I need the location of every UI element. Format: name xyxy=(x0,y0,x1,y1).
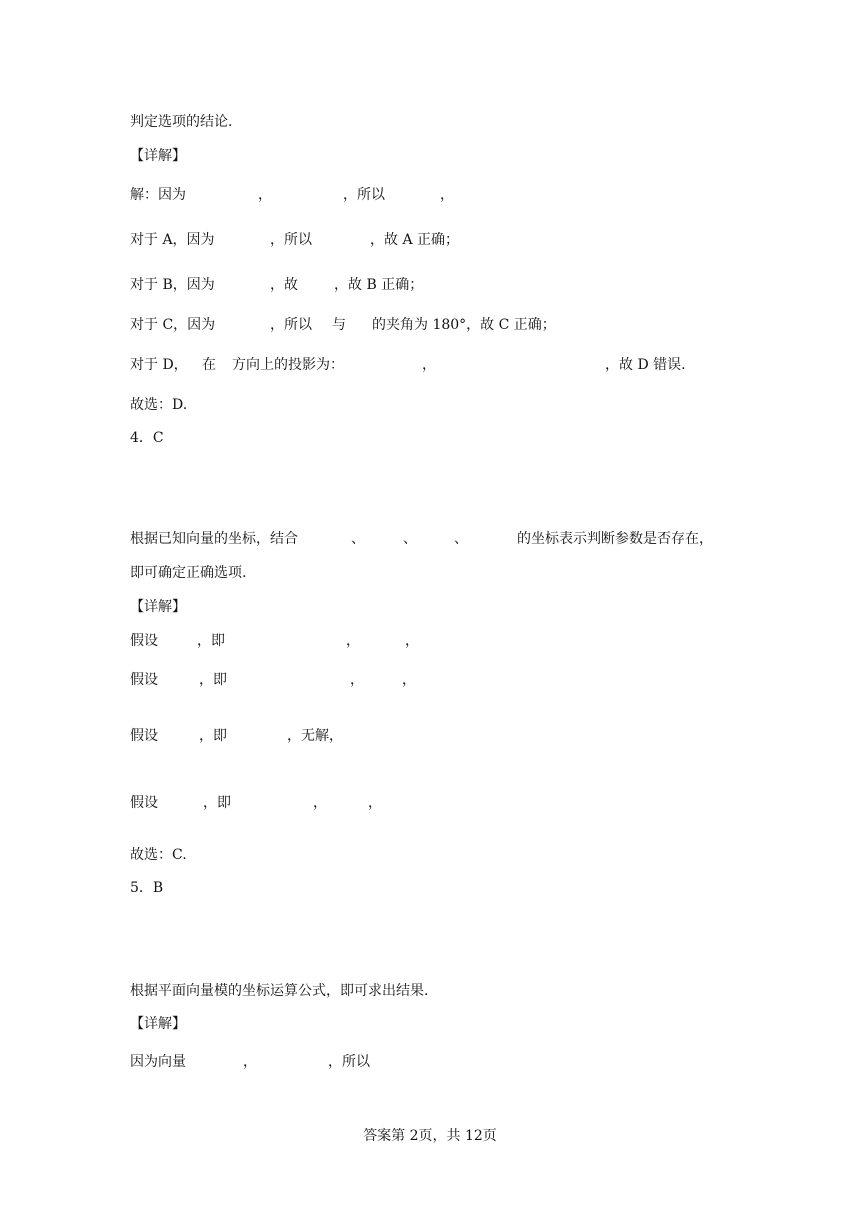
text-segment: 假设 xyxy=(130,672,158,688)
text-segment: 对于 B，因为 xyxy=(130,277,215,293)
text-segment: ， xyxy=(405,633,419,649)
text-segment: 、 xyxy=(351,531,365,547)
q3-conclusion: 故选：D. xyxy=(130,397,188,413)
text-segment: ，故 xyxy=(270,277,298,293)
text-segment: 假设 xyxy=(130,795,158,811)
text-segment: ， xyxy=(350,672,364,688)
text-segment: 与 xyxy=(332,317,346,333)
text-segment: ， xyxy=(402,672,416,688)
text-segment: 解：因为 xyxy=(130,187,186,203)
text-segment: 假设 xyxy=(130,633,158,649)
text-segment: ，故 D 错误. xyxy=(605,357,686,373)
text-segment: 对于 A，因为 xyxy=(130,232,215,248)
text-segment: 的坐标表示判断参数是否存在， xyxy=(517,531,713,547)
text-segment: ， xyxy=(368,795,382,811)
text-segment: ，即 xyxy=(199,672,227,688)
text-segment: ，无解， xyxy=(287,728,343,744)
text-segment: 根据已知向量的坐标，结合 xyxy=(130,531,298,547)
text-segment: ，所以 xyxy=(270,317,312,333)
text-segment: ， xyxy=(313,795,327,811)
text-segment: ，所以 xyxy=(343,187,385,203)
q4-intro-line-2: 即可确定正确选项. xyxy=(130,565,247,581)
text-segment: 因为向量 xyxy=(130,1054,186,1070)
text-segment: ，即 xyxy=(199,728,227,744)
text-segment: ， xyxy=(440,187,454,203)
text-segment: 对于 C，因为 xyxy=(130,317,216,333)
text-segment: ，故 B 正确； xyxy=(334,277,424,293)
text-segment: 方向上的投影为： xyxy=(232,357,344,373)
q4-detail-heading: 【详解】 xyxy=(130,599,186,615)
text-segment: 、 xyxy=(403,531,417,547)
text-segment: ，所以 xyxy=(270,232,312,248)
text-segment: ，即 xyxy=(203,795,231,811)
text-segment: ， xyxy=(243,1054,257,1070)
text-segment: ， xyxy=(258,187,272,203)
text-segment: ， xyxy=(422,357,436,373)
q3-detail-heading: 【详解】 xyxy=(130,148,186,164)
q5-detail-heading: 【详解】 xyxy=(130,1016,186,1032)
text-segment: 在 xyxy=(202,357,216,373)
q4-conclusion: 故选：C. xyxy=(130,847,187,863)
text-segment: ，所以 xyxy=(328,1054,370,1070)
q3-intro: 判定选项的结论. xyxy=(130,114,233,130)
q5-number: 5．B xyxy=(130,880,164,896)
text-segment: ，即 xyxy=(197,633,225,649)
text-segment: ，故 A 正确； xyxy=(370,232,460,248)
text-segment: 对于 D， xyxy=(130,357,188,373)
q5-intro: 根据平面向量模的坐标运算公式，即可求出结果. xyxy=(130,983,429,999)
text-segment: ， xyxy=(346,633,360,649)
page-footer: 答案第 2页，共 12页 xyxy=(363,1128,497,1144)
text-segment: 、 xyxy=(454,531,468,547)
text-segment: 的夹角为 180°，故 C 正确； xyxy=(372,317,556,333)
q4-number: 4．C xyxy=(130,430,164,446)
text-segment: 假设 xyxy=(130,728,158,744)
